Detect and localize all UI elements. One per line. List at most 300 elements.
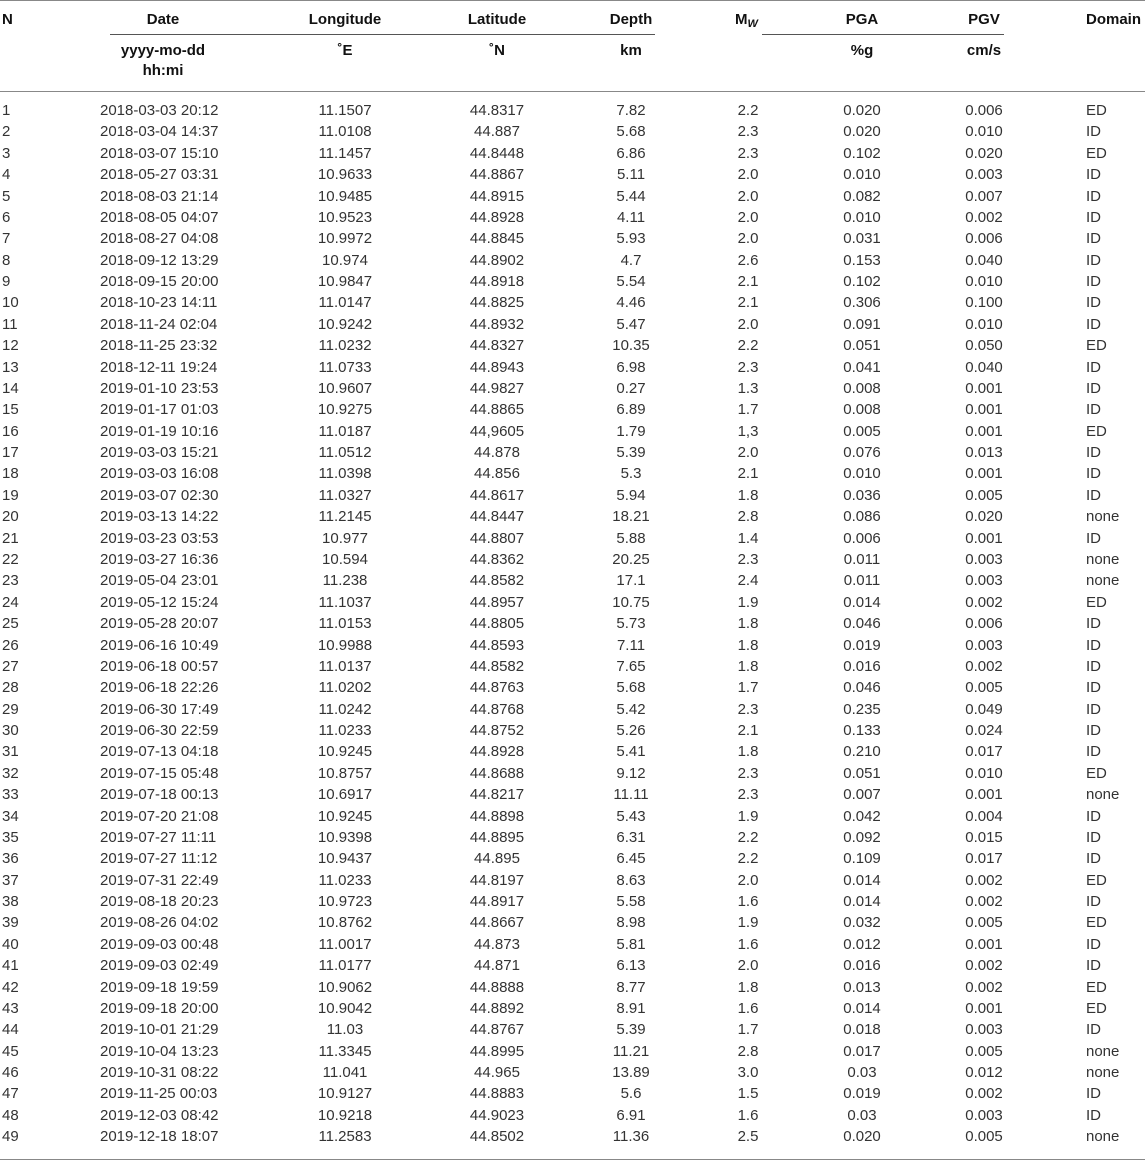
table-row [0,592,1145,613]
cell-longitude: 10.8762 [317,914,373,932]
cell-pga: 0.076 [843,444,881,462]
cell-n: 43 [2,999,19,1017]
cell-date: 2019-06-30 17:49 [100,700,219,718]
cell-latitude: 44.8895 [469,828,525,846]
cell-latitude: 44.895 [474,850,520,868]
cell-pgv: 0.040 [965,251,1003,269]
cell-pga: 0.032 [843,914,881,932]
cell-pga: 0.006 [843,529,881,547]
table-row [0,570,1145,591]
cell-mw: 1.3 [737,379,759,397]
cell-latitude: 44.8327 [469,337,525,355]
header-mw-sub: W [747,18,758,30]
cell-depth: 8.77 [616,978,646,996]
cell-date: 2018-09-15 20:00 [100,273,219,291]
cell-pgv: 0.001 [965,401,1003,419]
cell-mw: 2.3 [737,550,759,568]
cell-pgv: 0.003 [965,1106,1003,1124]
cell-depth: 18.21 [612,508,650,526]
table-row [0,207,1145,228]
cell-latitude: 44.8502 [469,1128,525,1146]
cell-depth: 5.6 [620,1085,642,1103]
cell-n: 12 [2,337,19,355]
table-row [0,506,1145,527]
cell-depth: 5.39 [616,444,646,462]
cell-pga: 0.014 [843,999,881,1017]
cell-depth: 0.27 [616,379,646,397]
cell-pga: 0.014 [843,871,881,889]
cell-pgv: 0.010 [965,315,1003,333]
cell-pga: 0.010 [843,208,881,226]
header-sub-rule-left [110,34,655,35]
cell-domain: ID [1086,401,1101,419]
cell-depth: 6.89 [616,401,646,419]
cell-pga: 0.008 [843,401,881,419]
cell-domain: ID [1086,935,1101,953]
cell-longitude: 11.0137 [318,657,372,675]
cell-date: 2019-07-18 00:13 [100,786,219,804]
cell-pgv: 0.024 [965,722,1003,740]
cell-latitude: 44.8918 [469,273,525,291]
cell-pga: 0.014 [843,593,881,611]
table-row [0,378,1145,399]
cell-longitude: 10.9062 [317,978,373,996]
cell-n: 22 [2,550,19,568]
table-row [0,186,1145,207]
cell-depth: 11.21 [612,1042,650,1060]
cell-pga: 0.013 [843,978,881,996]
cell-n: 18 [2,465,19,483]
cell-mw: 1.4 [737,529,759,547]
cell-pgv: 0.006 [965,102,1003,119]
cell-mw: 2.3 [737,700,759,718]
table-row [0,314,1145,335]
cell-n: 25 [2,615,19,633]
cell-depth: 4.11 [616,208,646,226]
cell-domain: ID [1086,315,1101,333]
cell-longitude: 10.8757 [317,764,373,782]
cell-n: 31 [2,743,19,761]
cell-n: 15 [2,401,19,419]
cell-pgv: 0.010 [965,123,1003,141]
cell-latitude: 44.8617 [469,486,525,504]
cell-domain: ED [1086,871,1107,889]
cell-n: 49 [2,1128,19,1146]
table-row [0,635,1145,656]
table-row [0,399,1145,420]
cell-latitude: 44.8928 [469,743,525,761]
header-n: N [2,11,13,28]
cell-domain: ID [1086,1021,1101,1039]
cell-mw: 1.6 [737,935,759,953]
cell-latitude: 44.8582 [469,572,525,590]
table-row [0,699,1145,720]
cell-mw: 1.7 [737,1021,759,1039]
table-row [0,1126,1145,1147]
cell-date: 2019-07-27 11:11 [100,828,217,846]
cell-pga: 0.03 [847,1106,877,1124]
cell-pga: 0.051 [843,764,881,782]
cell-date: 2018-03-03 20:12 [100,102,219,119]
cell-mw: 2.3 [737,764,759,782]
cell-depth: 5.93 [616,230,646,248]
cell-pgv: 0.001 [965,999,1003,1017]
cell-depth: 10.35 [612,337,650,355]
cell-mw: 1.9 [737,593,759,611]
cell-pga: 0.092 [843,828,881,846]
cell-n: 44 [2,1021,19,1039]
cell-mw: 1.8 [737,978,759,996]
cell-mw: 2.8 [737,508,759,526]
table-row [0,656,1145,677]
cell-longitude: 10.6917 [317,786,373,804]
cell-date: 2019-06-16 10:49 [100,636,219,654]
cell-pga: 0.210 [843,743,881,761]
cell-date: 2019-03-03 16:08 [100,465,219,483]
cell-n: 4 [2,166,11,184]
table-row [0,1083,1145,1104]
table-row [0,1041,1145,1062]
table-row [0,613,1145,634]
cell-longitude: 10.9218 [317,1106,373,1124]
cell-date: 2018-11-24 02:04 [100,315,218,333]
table-row [0,870,1145,891]
cell-latitude: 44.8995 [469,1042,525,1060]
table-row [0,100,1145,121]
cell-domain: ID [1086,166,1101,184]
cell-depth: 5.42 [616,700,646,718]
header-date: Date [146,11,180,28]
cell-longitude: 10.9127 [317,1085,373,1103]
cell-n: 20 [2,508,19,526]
table-row [0,998,1145,1019]
cell-domain: ID [1086,893,1101,911]
cell-depth: 5.73 [616,615,646,633]
header-latitude: Latitude [467,11,527,28]
cell-n: 17 [2,444,19,462]
header-depth: Depth [609,11,653,28]
table-row [0,1019,1145,1040]
cell-domain: ID [1086,230,1101,248]
table-row [0,228,1145,249]
cell-pga: 0.042 [843,807,881,825]
cell-mw: 2.0 [737,871,759,889]
cell-date: 2019-06-18 00:57 [100,657,219,675]
cell-pgv: 0.001 [965,529,1003,547]
cell-longitude: 10.9245 [317,743,373,761]
cell-mw: 2.2 [737,850,759,868]
cell-date: 2019-03-03 15:21 [100,444,219,462]
cell-pgv: 0.020 [965,508,1003,526]
cell-depth: 1.79 [616,422,646,440]
header-longitude: Longitude [308,11,382,28]
unit-pgv: cm/s [966,42,1002,59]
cell-depth: 5.41 [616,743,646,761]
cell-pga: 0.051 [843,337,881,355]
cell-pga: 0.020 [843,1128,881,1146]
cell-depth: 20.25 [612,550,650,568]
cell-longitude: 11.1037 [318,593,372,611]
cell-latitude: 44.8902 [469,251,525,269]
cell-longitude: 10.9523 [317,208,373,226]
cell-latitude: 44.8943 [469,358,525,376]
cell-domain: ED [1086,102,1107,119]
cell-latitude: 44.8932 [469,315,525,333]
cell-n: 40 [2,935,19,953]
cell-mw: 2.0 [737,444,759,462]
cell-date: 2018-08-27 04:08 [100,230,219,248]
cell-pgv: 0.005 [965,679,1003,697]
cell-depth: 8.91 [616,999,646,1017]
cell-longitude: 11.0327 [318,486,372,504]
cell-domain: ID [1086,743,1101,761]
cell-pgv: 0.002 [965,657,1003,675]
cell-pga: 0.010 [843,465,881,483]
cell-pgv: 0.002 [965,593,1003,611]
cell-date: 2018-08-03 21:14 [100,187,219,205]
cell-mw: 2.0 [737,208,759,226]
cell-depth: 4.7 [620,251,642,269]
cell-depth: 6.13 [616,957,646,975]
cell-pgv: 0.004 [965,807,1003,825]
cell-pgv: 0.003 [965,166,1003,184]
cell-latitude: 44.9023 [469,1106,525,1124]
cell-n: 6 [2,208,11,226]
top-rule [0,0,1145,1]
cell-pgv: 0.040 [965,358,1003,376]
cell-pga: 0.019 [843,636,881,654]
cell-n: 21 [2,529,19,547]
cell-n: 34 [2,807,19,825]
cell-pgv: 0.005 [965,914,1003,932]
cell-pga: 0.031 [843,230,881,248]
cell-longitude: 10.9275 [317,401,373,419]
cell-date: 2019-09-03 02:49 [100,957,219,975]
cell-depth: 8.98 [616,914,646,932]
cell-mw: 2.0 [737,315,759,333]
cell-longitude: 10.9972 [317,230,373,248]
cell-domain: ID [1086,187,1101,205]
cell-latitude: 44.8928 [469,208,525,226]
cell-pgv: 0.017 [965,743,1003,761]
cell-longitude: 11.0233 [318,722,372,740]
cell-longitude: 10.974 [322,251,368,269]
cell-latitude: 44.8197 [469,871,525,889]
cell-mw: 1.8 [737,615,759,633]
cell-longitude: 10.9042 [317,999,373,1017]
cell-pga: 0.03 [847,1064,877,1082]
cell-date: 2019-10-31 08:22 [100,1064,219,1082]
cell-domain: ID [1086,273,1101,291]
cell-n: 7 [2,230,11,248]
cell-date: 2019-07-20 21:08 [100,807,219,825]
cell-domain: ID [1086,657,1101,675]
cell-depth: 5.39 [616,1021,646,1039]
cell-longitude: 10.9607 [317,379,373,397]
cell-latitude: 44.8593 [469,636,525,654]
cell-depth: 5.44 [616,187,646,205]
cell-date: 2019-08-26 04:02 [100,914,219,932]
cell-mw: 2.6 [737,251,759,269]
cell-depth: 5.88 [616,529,646,547]
cell-pga: 0.102 [843,273,881,291]
cell-pga: 0.019 [843,1085,881,1103]
cell-pgv: 0.003 [965,572,1003,590]
cell-depth: 4.46 [616,294,646,312]
cell-pga: 0.082 [843,187,881,205]
cell-date: 2019-03-13 14:22 [100,508,219,526]
cell-pgv: 0.007 [965,187,1003,205]
cell-mw: 2.3 [737,123,759,141]
table-row [0,720,1145,741]
header-mw-main: M [735,11,748,28]
cell-domain: ED [1086,593,1107,611]
cell-date: 2019-09-03 00:48 [100,935,219,953]
table-row [0,421,1145,442]
cell-mw: 1,3 [737,422,759,440]
cell-pgv: 0.001 [965,465,1003,483]
cell-pgv: 0.005 [965,1128,1003,1146]
cell-n: 45 [2,1042,19,1060]
cell-domain: none [1086,1128,1120,1146]
cell-mw: 2.1 [737,273,759,291]
cell-mw: 1.7 [737,679,759,697]
cell-mw: 2.4 [737,572,759,590]
cell-latitude: 44.8867 [469,166,525,184]
cell-pga: 0.306 [843,294,881,312]
cell-latitude: 44.8845 [469,230,525,248]
cell-domain: ID [1086,294,1101,312]
cell-depth: 5.68 [616,679,646,697]
cell-n: 2 [2,123,11,141]
cell-mw: 2.0 [737,957,759,975]
cell-date: 2019-07-15 05:48 [100,764,219,782]
cell-domain: ID [1086,722,1101,740]
cell-pgv: 0.002 [965,208,1003,226]
cell-domain: none [1086,786,1120,804]
cell-latitude: 44.8915 [469,187,525,205]
cell-domain: ID [1086,1085,1101,1103]
cell-pga: 0.041 [843,358,881,376]
cell-date: 2018-10-23 14:11 [100,294,218,312]
cell-date: 2019-12-18 18:07 [100,1128,219,1146]
cell-depth: 6.45 [616,850,646,868]
cell-n: 38 [2,893,19,911]
table-row [0,164,1145,185]
cell-mw: 1.7 [737,401,759,419]
cell-latitude: 44.8217 [469,786,525,804]
cell-longitude: 11.0153 [318,615,372,633]
cell-longitude: 10.9398 [317,828,373,846]
cell-domain: ED [1086,422,1107,440]
cell-longitude: 11.3345 [318,1042,372,1060]
cell-date: 2019-09-18 20:00 [100,999,219,1017]
table-row [0,250,1145,271]
cell-n: 13 [2,358,19,376]
cell-pgv: 0.001 [965,935,1003,953]
cell-latitude: 44.8888 [469,978,525,996]
cell-pgv: 0.002 [965,871,1003,889]
cell-n: 46 [2,1064,19,1082]
cell-depth: 9.12 [616,764,646,782]
cell-n: 10 [2,294,19,312]
cell-depth: 5.43 [616,807,646,825]
table-row [0,827,1145,848]
cell-latitude: 44.8957 [469,593,525,611]
table-row [0,891,1145,912]
cell-mw: 2.1 [737,465,759,483]
cell-date: 2019-08-18 20:23 [100,893,219,911]
cell-domain: ID [1086,486,1101,504]
cell-mw: 2.0 [737,187,759,205]
cell-mw: 2.3 [737,786,759,804]
cell-pga: 0.020 [843,123,881,141]
cell-pgv: 0.006 [965,615,1003,633]
cell-date: 2019-11-25 00:03 [100,1085,218,1103]
cell-date: 2019-10-04 13:23 [100,1042,219,1060]
table-row [0,677,1145,698]
cell-pgv: 0.010 [965,273,1003,291]
cell-longitude: 10.9437 [317,850,373,868]
cell-longitude: 10.977 [322,529,368,547]
cell-longitude: 10.9723 [317,893,373,911]
cell-pgv: 0.003 [965,1021,1003,1039]
cell-longitude: 11.0177 [318,957,372,975]
cell-n: 9 [2,273,11,291]
cell-longitude: 11.03 [326,1021,364,1039]
cell-pgv: 0.050 [965,337,1003,355]
cell-n: 5 [2,187,11,205]
cell-date: 2018-08-05 04:07 [100,208,219,226]
table-row [0,741,1145,762]
cell-mw: 2.2 [737,102,759,119]
cell-pgv: 0.003 [965,550,1003,568]
cell-domain: ID [1086,636,1101,654]
cell-pgv: 0.006 [965,230,1003,248]
cell-longitude: 10.9485 [317,187,373,205]
cell-date: 2019-03-07 02:30 [100,486,219,504]
table-row [0,143,1145,164]
cell-depth: 5.26 [616,722,646,740]
cell-n: 23 [2,572,19,590]
cell-longitude: 11.0512 [318,444,372,462]
cell-mw: 1.8 [737,657,759,675]
cell-n: 37 [2,871,19,889]
cell-latitude: 44.856 [474,465,520,483]
cell-mw: 2.1 [737,722,759,740]
cell-pgv: 0.005 [965,1042,1003,1060]
cell-domain: ID [1086,444,1101,462]
cell-latitude: 44.8767 [469,1021,525,1039]
cell-depth: 8.63 [616,871,646,889]
cell-latitude: 44.9827 [469,379,525,397]
cell-latitude: 44.8892 [469,999,525,1017]
table-row [0,292,1145,313]
bottom-rule [0,1159,1145,1160]
cell-domain: ED [1086,764,1107,782]
cell-latitude: 44.8917 [469,893,525,911]
cell-latitude: 44.8825 [469,294,525,312]
unit-longitude: ˚E [337,42,353,59]
cell-longitude: 10.9988 [317,636,373,654]
table-row [0,955,1145,976]
cell-latitude: 44.871 [474,957,520,975]
cell-depth: 7.65 [616,657,646,675]
cell-domain: ED [1086,914,1107,932]
cell-domain: ID [1086,828,1101,846]
cell-pga: 0.020 [843,102,881,119]
cell-n: 28 [2,679,19,697]
